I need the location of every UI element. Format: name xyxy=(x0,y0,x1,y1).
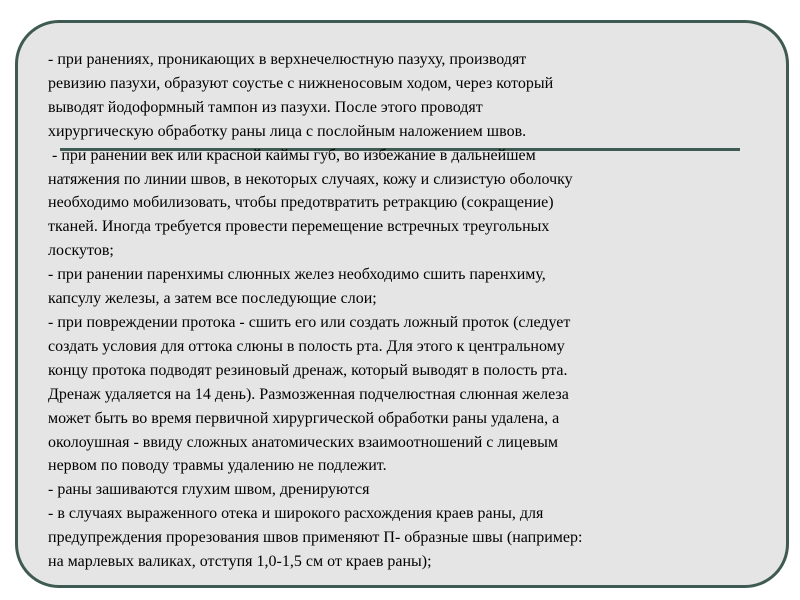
text-line: выводят йодоформный тампон из пазухи. После этого проводят xyxy=(48,98,483,116)
text-line: капсулу железы, а затем все последующие слои; xyxy=(48,290,377,308)
text-line: - при ранении век или красной каймы губ, во избежание в дальнейшем xyxy=(48,146,536,164)
text-line: концу протока подводят резиновый дренаж, который выводят в полость рта. xyxy=(48,361,568,379)
text-line: ревизию пазухи, образуют соустье с нижненосовым ходом, через который xyxy=(48,74,554,92)
text-line: предупреждения прорезования швов применяют П- образные швы (например: xyxy=(48,529,583,547)
text-line: необходимо мобилизовать, чтобы предотвратить ретракцию (сокращение) xyxy=(48,194,554,212)
text-line: - в случаях выраженного отека и широкого расхождения краев раны, для xyxy=(48,505,544,523)
text-line: на марлевых валиках, отступя 1,0-1,5 см от краев раны); xyxy=(48,553,432,571)
text-line: создать условия для оттока слюны в полость рта. Для этого к центральному xyxy=(48,337,565,355)
text-line: - при ранениях, проникающих в верхнечелюстную пазуху, производят xyxy=(48,51,527,68)
text-line: тканей. Иногда требуется провести перемещение встречных треугольных xyxy=(48,218,550,236)
text-line: натяжения по линии швов, в некоторых случаях, кожу и слизистую оболочку xyxy=(48,170,573,188)
text-line: может быть во время первичной хирургической обработки раны удалена, а xyxy=(48,409,560,427)
text-line: нервом по поводу травмы удалению не подлежит. xyxy=(48,457,387,475)
text-line: Дренаж удаляется на 14 день). Размозженная подчелюстная слюнная железа xyxy=(48,385,569,403)
text-line: - при повреждении протока - сшить его или создать ложный проток (следует xyxy=(48,313,571,331)
text-line: хирургическую обработку раны лица с послойным наложением швов. xyxy=(48,122,527,140)
text-line: лоскутов; xyxy=(48,242,114,260)
text-line: - раны зашиваются глухим швом, дренируются xyxy=(48,481,370,499)
slide-body-text xyxy=(48,48,738,574)
text-line: околоушная - ввиду сложных анатомических взаимоотношений с лицевым xyxy=(48,433,559,451)
text-line: - при ранении паренхимы слюнных желез необходимо сшить паренхиму, xyxy=(48,266,546,284)
